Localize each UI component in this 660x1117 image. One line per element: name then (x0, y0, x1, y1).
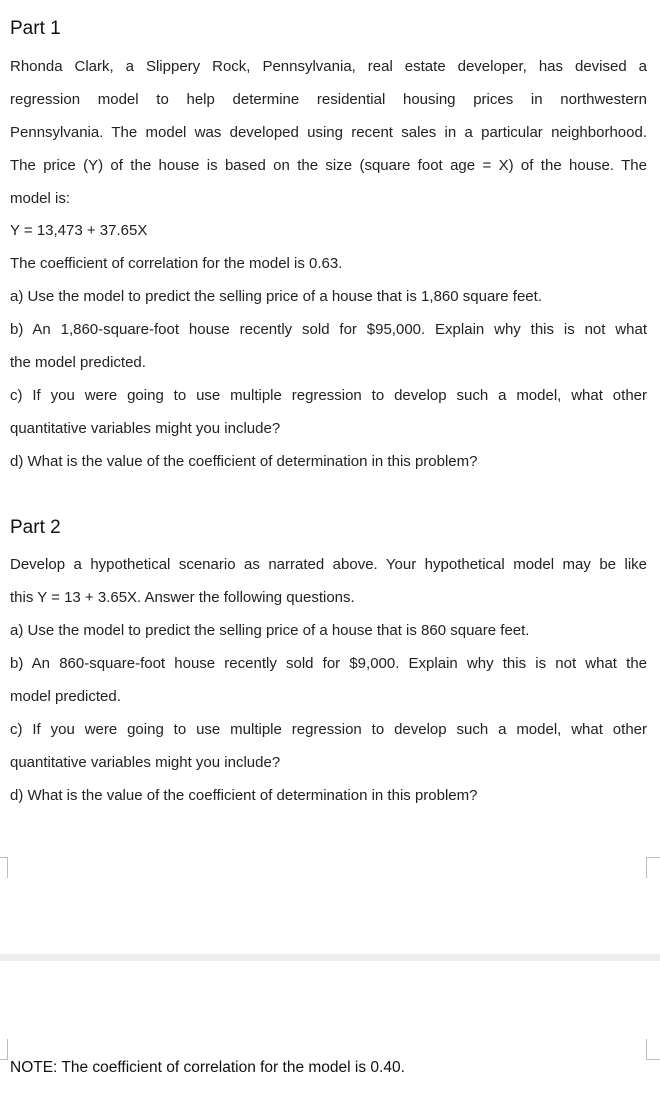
part2-question-c: c) If you were going to use multiple regression to develop such a model, what other (10, 721, 647, 738)
part2-question-b-cont: model predicted. (10, 688, 121, 705)
part2-question-d: d) What is the value of the coefficient of determination in this problem? (10, 787, 478, 804)
part1-question-a: a) Use the model to predict the selling price of a house that is 1,860 square feet. (10, 288, 542, 305)
crop-mark-bottom-right (646, 1039, 660, 1060)
part1-heading: Part 1 (10, 18, 61, 39)
part1-question-b: b) An 1,860-square-foot house recently sold for $95,000. Explain why this is not what (10, 321, 647, 338)
part1-intro-line: model is: (10, 190, 71, 207)
part1-equation: Y = 13,473 + 37.65X (10, 222, 148, 239)
part1-question-c: c) If you were going to use multiple regression to develop such a model, what other (10, 387, 647, 404)
crop-mark-top-right (646, 857, 660, 878)
part1-question-c-cont: quantitative variables might you include? (10, 420, 281, 437)
part1-question-b-cont: the model predicted. (10, 354, 146, 371)
crop-mark-top-left (0, 857, 8, 878)
part1-intro-line: Rhonda Clark, a Slippery Rock, Pennsylvania, real estate developer, has devised a (10, 58, 647, 75)
part2-intro-line: this Y = 13 + 3.65X. Answer the following questions. (10, 589, 355, 606)
part1-correlation: The coefficient of correlation for the model is 0.63. (10, 255, 343, 272)
part2-question-a: a) Use the model to predict the selling price of a house that is 860 square feet. (10, 622, 530, 639)
note-text: NOTE: The coefficient of correlation for the model is 0.40. (10, 1059, 405, 1076)
part1-intro-line: The price (Y) of the house is based on the size (square foot age = X) of the house. The (10, 157, 647, 174)
page-break (0, 954, 660, 961)
part2-heading: Part 2 (10, 517, 61, 538)
part2-intro-line: Develop a hypothetical scenario as narrated above. Your hypothetical model may be like (10, 556, 647, 573)
part1-intro-line: regression model to help determine residential housing prices in northwestern (10, 91, 647, 108)
part2-question-b: b) An 860-square-foot house recently sold for $9,000. Explain why this is not what the (10, 655, 647, 672)
part2-question-c-cont: quantitative variables might you include? (10, 754, 281, 771)
part1-question-d: d) What is the value of the coefficient of determination in this problem? (10, 453, 478, 470)
crop-mark-bottom-left (0, 1039, 8, 1060)
part1-intro-line: Pennsylvania. The model was developed using recent sales in a particular neighborhood. (10, 124, 647, 141)
